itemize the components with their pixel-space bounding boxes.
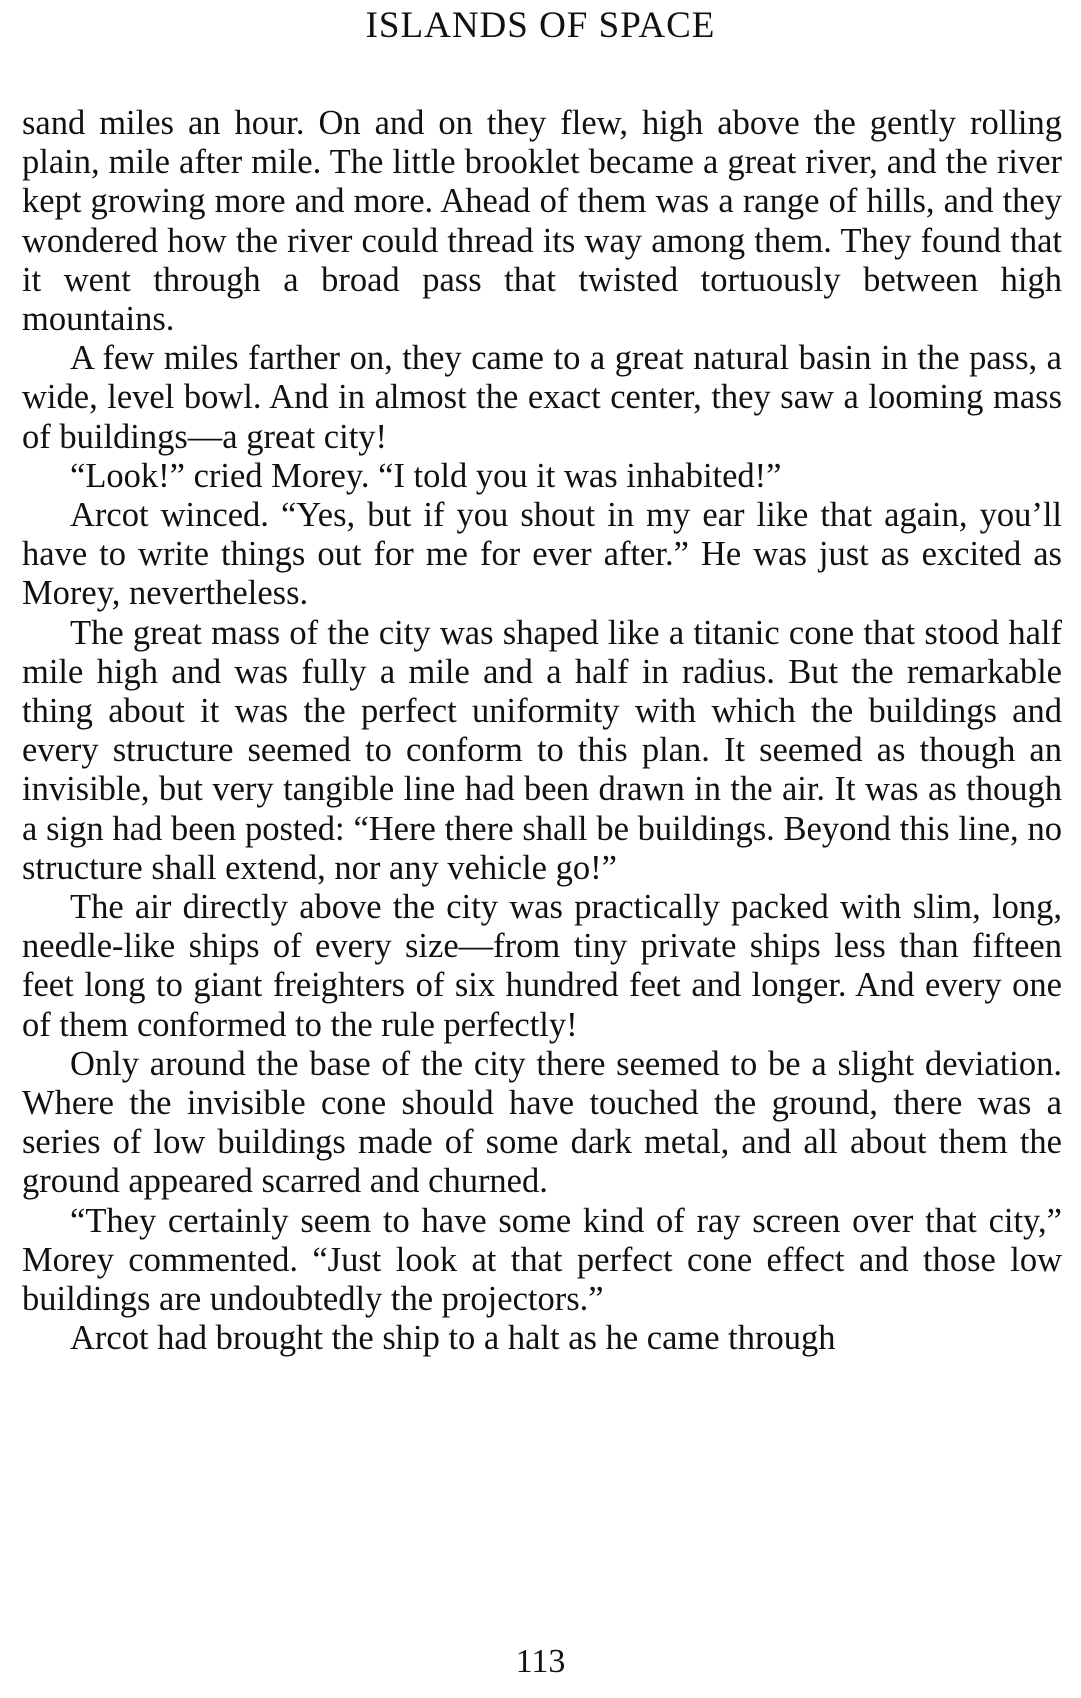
paragraph-6: The air directly above the city was practically packed with slim, long, needle-like ships of every size—from tiny private ships less than fifteen feet long to giant freighters of six hundred feet and longer. And every one of them conformed to the rule perfectly! bbox=[22, 888, 1062, 1044]
body-text bbox=[22, 104, 1062, 1359]
paragraph-8: “They certainly seem to have some kind of ray screen over that city,” Morey commented. “Just look at that perfect cone effect and those low buildings are undoubtedly the projectors.” bbox=[22, 1201, 1062, 1319]
paragraph-2: A few miles farther on, they came to a great natural basin in the pass, a wide, level bowl. And in almost the exact center, they saw a looming mass of buildings—a great city! bbox=[22, 339, 1062, 456]
paragraph-7: Only around the base of the city there seemed to be a slight deviation. Where the invisible cone should have touched the ground, there was a series of low buildings made of some dark metal, and all about them the ground appeared scarred and churned. bbox=[22, 1044, 1062, 1201]
running-head: ISLANDS OF SPACE bbox=[365, 5, 716, 46]
paragraph-9: Arcot had brought the ship to a halt as he came through bbox=[70, 1319, 836, 1358]
paragraph-5: The great mass of the city was shaped like a titanic cone that stood half mile high and was fully a mile and a half in radius. But the remarkable thing about it was the perfect uniformity with which the buildings and every structure seemed to conform to this plan. It seemed as though an invisible, but very tangible line had been drawn in the air. It was as though a sign had been posted: “Here there shall be buildings. Beyond this line, no structure shall extend, nor any vehicle go!” bbox=[22, 613, 1062, 887]
page-number: 113 bbox=[515, 1643, 566, 1680]
paragraph-4: Arcot winced. “Yes, but if you shout in my ear like that again, you’ll have to write things out for me for ever after.” He was just as excited as Morey, nevertheless. bbox=[22, 496, 1062, 613]
paragraph-1: sand miles an hour. On and on they flew, high above the gently rolling plain, mile after mile. The little brooklet became a great river, and the river kept growing more and more. Ahead of them was a range of hills, and they wondered how the river could thread its way among them. They found that it went through a broad pass that twisted tortuously between high mountains. bbox=[22, 104, 1062, 339]
paragraph-3: “Look!” cried Morey. “I told you it was inhabited!” bbox=[70, 456, 782, 495]
